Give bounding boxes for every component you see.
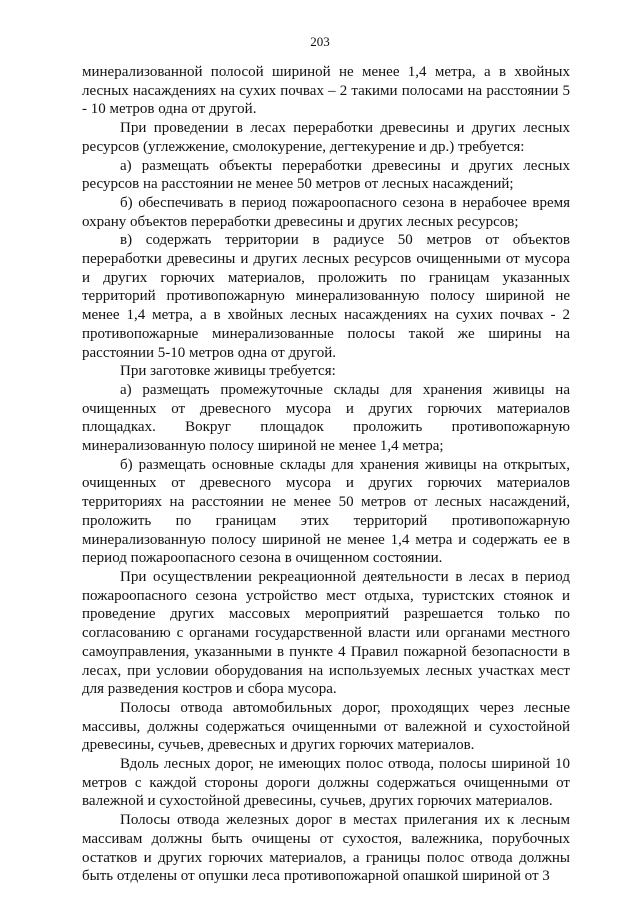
document-body <box>82 63 570 886</box>
paragraph: При осуществлении рекреационной деятельности в лесах в период пожароопасного сезона устройство мест отдыха, туристских стоянок и проведение других массовых мероприятий разрешается только по согласованию с органами государственной власти или органами местного самоуправления, указанными в пункте 4 Правил пожарной безопасности в лесах, при условии оборудования на используемых лесных участках мест для разведения костров и сбора мусора. <box>82 568 570 698</box>
paragraph: При заготовке живицы требуется: <box>120 363 336 380</box>
page-number: 203 <box>310 34 330 49</box>
paragraph: б) размещать основные склады для хранения живицы на открытых, очищенных от древесного мусора и других горючих материалов территориях на расстоянии не менее 50 метров от лесных насаждений, проложить по границам этих территорий противопожарную минерализованную полосу шириной не менее 1,4 метра и содержать ее в период пожароопасного сезона в очищенном состоянии. <box>82 456 570 567</box>
paragraph: а) размещать промежуточные склады для хранения живицы на очищенных от древесного мусора и других горючих материалов площадках. Вокруг площадок проложить противопожарную минерализованную полосу шириной не менее 1,4 метра; <box>82 381 570 455</box>
paragraph: минерализованной полосой шириной не менее 1,4 метра, а в хвойных лесных насаждениях на сухих почвах – 2 такими полосами на расстоянии 5 - 10 метров одна от другой. <box>82 64 570 118</box>
paragraph: Вдоль лесных дорог, не имеющих полос отвода, полосы шириной 10 метров с каждой стороны дороги должны содержаться очищенными от валежной и сухостойной древесины, сучьев, других горючих материалов. <box>82 756 570 810</box>
paragraph: Полосы отвода железных дорог в местах прилегания их к лесным массивам должны быть очищены от сухостоя, валежника, порубочных остатков и других горючих материалов, а границы полос отвода должны быть отделены от опушки леса противопожарной опашкой шириной от 3 <box>82 812 570 885</box>
paragraph: Полосы отвода автомобильных дорог, проходящих через лесные массивы, должны содержаться очищенными от валежной и сухостойной древесины, сучьев, древесных и других горючих материалов. <box>82 699 570 754</box>
paragraph: в) содержать территории в радиусе 50 метров от объектов переработки древесины и других лесных ресурсов очищенными от мусора и других горючих материалов, проложить по границам указанных территорий противопожарную минерализованную полосу шириной не менее 1,4 метра, а в хвойных лесных насаждениях на сухих почвах - 2 противопожарные минерализованные полосы такой же ширины на расстоянии 5-10 метров одна от другой. <box>82 232 570 361</box>
paragraph: При проведении в лесах переработки древесины и других лесных ресурсов (углежжение, смолокурение, дегтекурение и др.) требуется: <box>82 120 570 155</box>
paragraph: б) обеспечивать в период пожароопасного сезона в нерабочее время охрану объектов переработки древесины и других лесных ресурсов; <box>82 194 570 230</box>
paragraph: а) размещать объекты переработки древесины и других лесных ресурсов на расстоянии не менее 50 метров от лесных насаждений; <box>82 157 570 193</box>
